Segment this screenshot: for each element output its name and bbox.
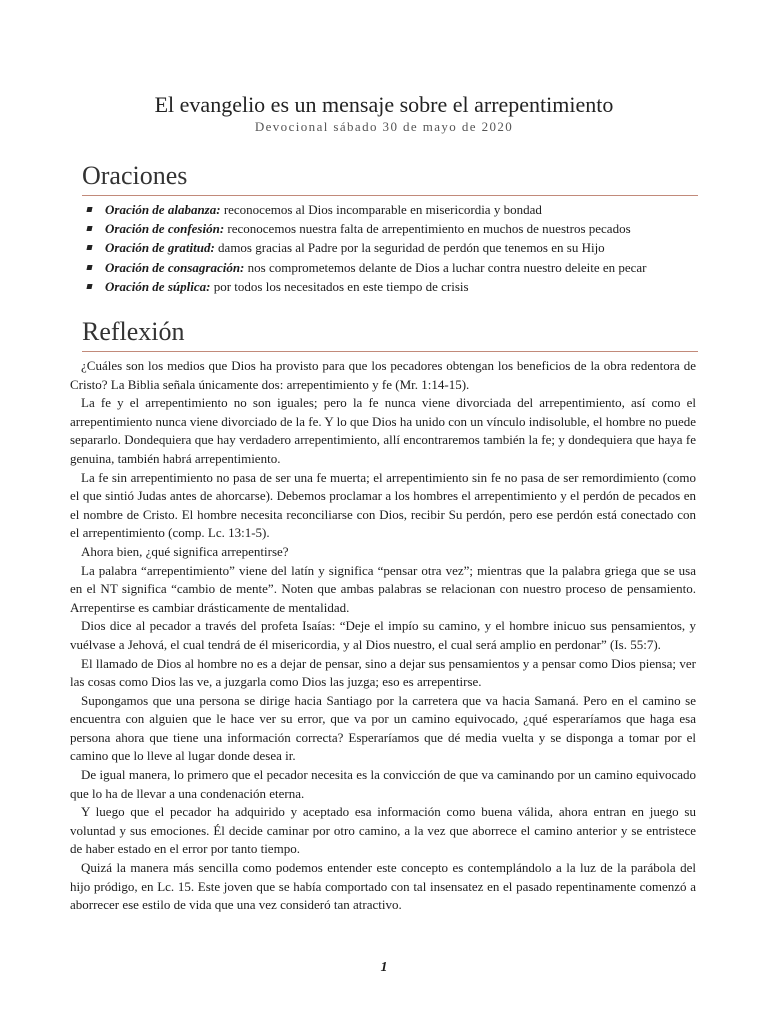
- section-heading-reflexion: Reflexión: [82, 316, 698, 352]
- paragraph: La fe sin arrepentimiento no pasa de ser una fe muerta; el arrepentimiento sin fe no pasa de ser remordimiento (como el que sintió Judas antes de ahorcarse). Debemos proclamar a los hombres el arrepentimiento y el perdón de pecados en el nombre de Cristo. El hombre necesita reconciliarse con Dios, recibir Su perdón, pero ese perdón está conectado con el arrepentimiento (comp. Lc. 13:1-5).: [70, 469, 696, 541]
- paragraph: Supongamos que una persona se dirige hacia Santiago por la carretera que va hacia Samaná. Pero en el camino se encuentra con alguien que le hace ver su error, que va por un camino equivocado, ¿qué esperaríamos que haga esa persona ahora que tiene una información correcta? Esperaríamos que dé media vuelta y se disponga a tomar por el camino que lo lleve al lugar donde desea ir.: [70, 692, 696, 764]
- bullet-icon: [86, 207, 92, 212]
- section-heading-oraciones: Oraciones: [82, 160, 698, 196]
- paragraph: Quizá la manera más sencilla como podemos entender este concepto es contemplándolo a la luz de la parábola del hijo pródigo, en Lc. 15. Este joven que se había comportado con tal insensatez en el pasado repentinamente comenzó a aborrecer ese estilo de vida que una vez consideró tan atractivo.: [70, 860, 696, 913]
- prayer-label: Oración de súplica:: [105, 278, 211, 294]
- prayer-list: [87, 200, 707, 296]
- list-item: [87, 258, 707, 277]
- page-number: 1: [380, 960, 388, 975]
- list-item: [87, 277, 707, 296]
- list-item: [87, 200, 707, 219]
- prayer-label: Oración de gratitud:: [105, 240, 215, 256]
- prayer-text: nos comprometemos delante de Dios a luchar contra nuestro deleite en pecar: [244, 259, 647, 275]
- bullet-icon: [86, 265, 92, 270]
- prayer-label: Oración de alabanza:: [105, 202, 221, 217]
- paragraph: De igual manera, lo primero que el pecador necesita es la convicción de que va caminando por un camino equivocado que lo ha de llevar a una condenación eterna.: [70, 767, 696, 801]
- prayer-text: reconocemos al Dios incomparable en misericordia y bondad: [220, 202, 542, 217]
- prayer-label: Oración de confesión:: [105, 221, 225, 237]
- paragraph: La palabra “arrepentimiento” viene del latín y significa “pensar otra vez”; mientras que la palabra griega que se usa en el NT significa “cambio de mente”. Noten que ambas palabras se relacionan con nuestro proceso de pensamiento. Arrepentirse es cambiar drásticamente de mentalidad.: [70, 562, 696, 615]
- prayer-text: reconocemos nuestra falta de arrepentimiento en muchos de nuestros pecados: [224, 221, 631, 237]
- document-title: El evangelio es un mensaje sobre el arrepentimiento: [154, 92, 614, 117]
- list-item: [87, 238, 707, 257]
- document-subtitle: Devocional sábado 30 de mayo de 2020: [254, 119, 514, 134]
- prayer-label: Oración de consagración:: [105, 259, 245, 275]
- paragraph: El llamado de Dios al hombre no es a dejar de pensar, sino a dejar sus pensamientos y a pensar como Dios piensa; ver las cosas como Dios las ve, a juzgarla como Dios las juzga; eso es arrepentirse.: [70, 655, 696, 690]
- prayer-text: por todos los necesitados en este tiempo de crisis: [210, 278, 469, 294]
- paragraph: ¿Cuáles son los medios que Dios ha provisto para que los pecadores obtengan los beneficios de la obra redentora de Cristo? La Biblia señala únicamente dos: arrepentimiento y fe (Mr. 1:14-15).: [70, 358, 696, 392]
- list-item: [87, 219, 707, 238]
- paragraph: Ahora bien, ¿qué significa arrepentirse?: [81, 543, 289, 559]
- bullet-icon: [86, 245, 92, 250]
- paragraph: La fe y el arrepentimiento no son iguales; pero la fe nunca viene divorciada del arrepentimiento, así como el arrepentimiento nunca viene divorciado de la fe. Y lo que Dios ha unido con un vínculo indisoluble, el hombre no puede separarlo. Dondequiera que hay verdadero arrepentimiento, allí encontraremos también la fe; y dondequiera que haya fe genuina, también habrá arrepentimiento.: [70, 395, 696, 466]
- reflection-body: [70, 357, 696, 915]
- bullet-icon: [86, 226, 92, 231]
- paragraph: Y luego que el pecador ha adquirido y aceptado esa información como buena válida, ahora entran en juego su voluntad y sus emociones. Él decide caminar por otro camino, a la vez que aborrece el camino anterior y se entristece de haber estado en el error por tanto tiempo.: [70, 804, 696, 857]
- prayer-text: damos gracias al Padre por la seguridad de perdón que tenemos en su Hijo: [214, 240, 605, 256]
- bullet-icon: [86, 284, 92, 289]
- paragraph: Dios dice al pecador a través del profeta Isaías: “Deje el impío su camino, y el hombre inicuo sus pensamientos, y vuélvase a Jehová, el cual tendrá de él misericordia, y al Dios nuestro, el cual será amplio en perdonar” (Is. 55:7).: [70, 618, 696, 652]
